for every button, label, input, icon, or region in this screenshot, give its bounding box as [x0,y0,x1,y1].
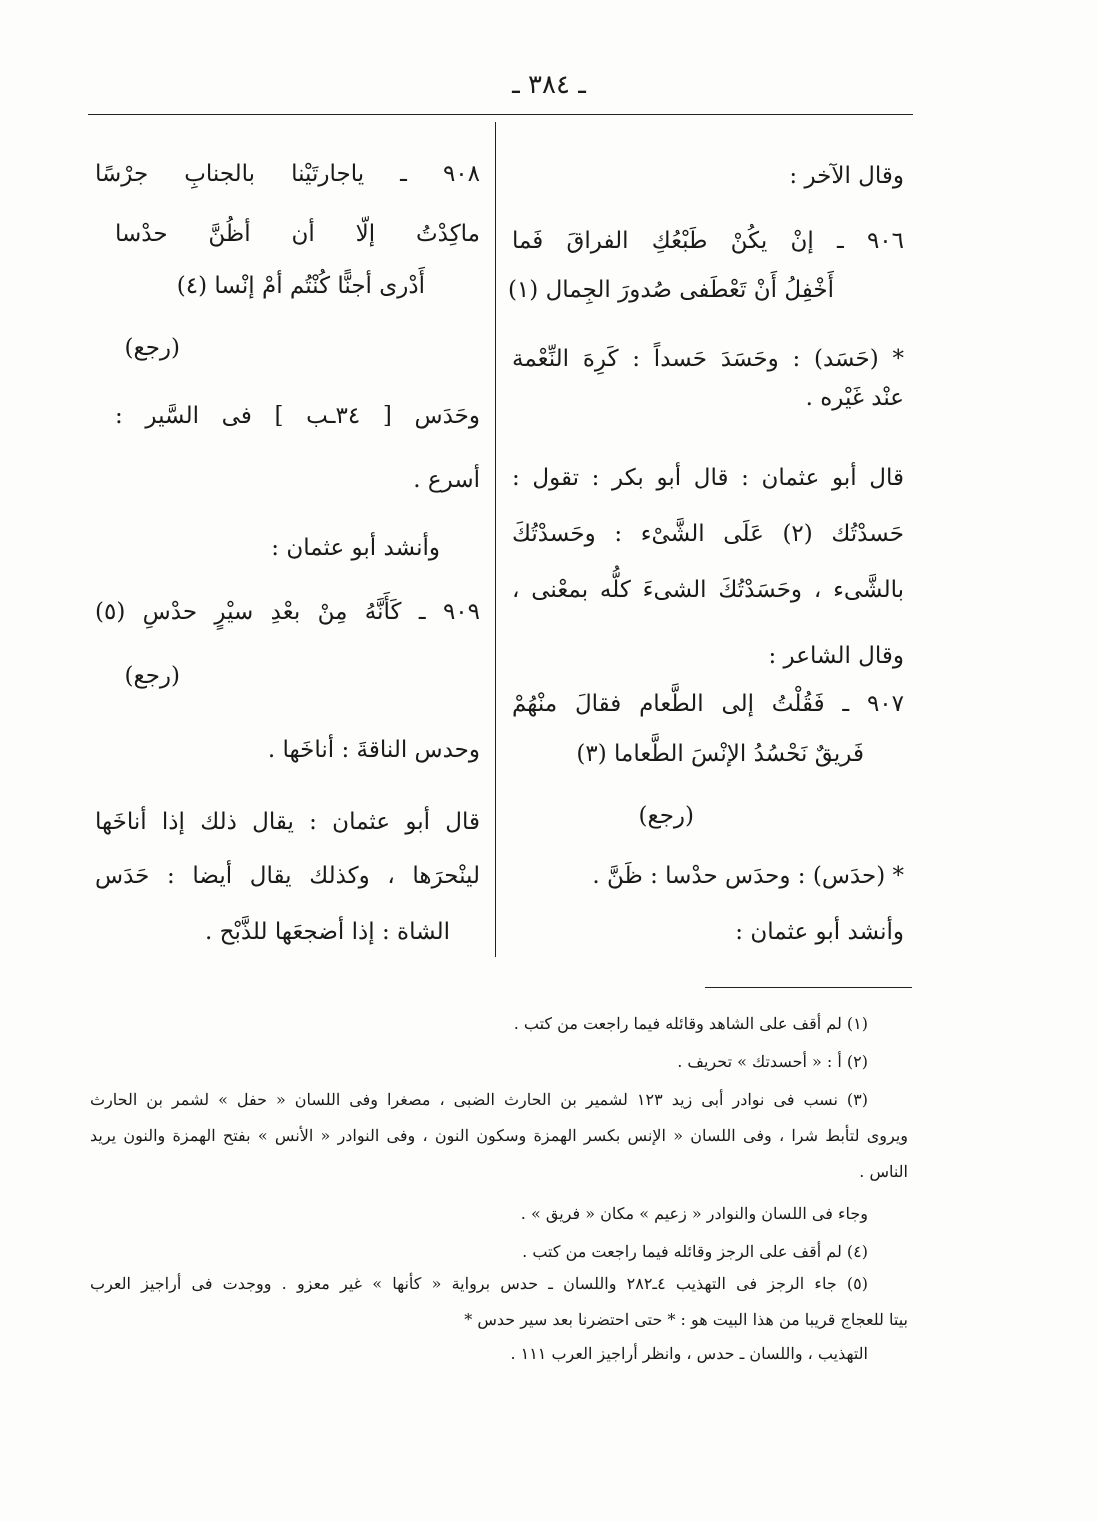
column-divider [495,122,496,957]
text-line: وأنشد أبو عثمان : [735,919,904,945]
header-rule [88,114,913,115]
text-line: وأنشد أبو عثمان : [271,535,440,561]
verse-line: أَخْفِلُ أَنْ تَعْطَفى صُدورَ الجِمال (١) [507,277,834,303]
text-line: الشاة : إذا أضجعَها للذَّبْح . [204,919,450,945]
text-line: قال أبو عثمان : يقال ذلك إذا أناخَها [95,809,480,835]
verse-line: ٩٠٦ ـ إنْ يكُنْ طَبْعُكِ الفراقَ فَما [512,228,904,254]
footnote: وجاء فى اللسان والنوادر « زعيم » مكان « فريق » . [520,1204,868,1223]
text-line: قال أبو عثمان : قال أبو بكر : تقول : [512,465,904,491]
footnote: (٢) أ : « أحسدتك » تحريف . [677,1052,868,1071]
verse-line: ٩٠٧ ـ فَقُلْتُ إلى الطَّعام فقالَ منْهُمْ [512,691,904,717]
verse-line: فَريقٌ نَحْسُدُ الإنْسَ الطَّعاما (٣) [576,741,864,767]
verse-line: أَدْرى أجنًّا كُنْتُم أمْ إنْسا (٤) [176,273,425,299]
text-line: عنْد غَيْره . [805,385,904,411]
footnote: (٣) نسب فى نوادر أبى زيد ١٢٣ لشمير بن الحارث الضبى ، مصغرا وفى اللسان « حفل » لشمر بن الحارث [90,1090,868,1109]
verse-line: ٩٠٨ ـ ياجارتَيْنا بالجنابِ جرْسًا [95,161,480,187]
footnote: التهذيب ، واللسان ـ حدس ، وانظر أراجيز العرب ١١١ . [510,1344,868,1363]
footnote: بيتا للعجاج قريبا من هذا البيت هو : * حتى احتضرنا بعد سير حدس * [464,1310,908,1329]
text-line: أسرع . [413,467,480,493]
footnote: (٥) جاء الرجز فى التهذيب ٤ـ٢٨٢ واللسان ـ حدس برواية « كأنها » غير معزو . ووجدت فى أراجيز العرب [90,1274,868,1293]
footnote: (٤) لم أقف على الرجز وقائله فيما راجعت من كتب . [522,1242,868,1261]
return-marker: (رجع) [124,663,180,689]
verse-line: ماكِدْتُ إلّا أن أظُنَّ حدْسا [115,221,480,247]
text-line: وحَدَس [ ٣٤ـب ] فى السَّير : [115,403,480,429]
text-line: وقال الشاعر : [768,643,904,669]
text-line: بالشَّىء ، وحَسَدْتُكَ الشىءَ كلُّه بمعْنى ، [512,577,904,603]
entry-heading: * (حدَس) : وحدَس حدْسا : ظَنَّ . [592,863,904,889]
entry-heading: * (حَسَد) : وحَسَدَ حَسداً : كَرِهَ النِّعْمة [512,346,904,372]
verse-line: ٩٠٩ ـ كَأَنَّهُ مِنْ بعْدِ سيْرٍ حدْسِ (٥) [95,599,480,625]
footnote: الناس . [859,1162,908,1181]
return-marker: (رجع) [638,803,694,829]
text-line: وقال الآخر : [789,163,904,189]
footnote: (١) لم أقف على الشاهد وقائله فيما راجعت من كتب . [513,1014,868,1033]
page-number: ـ ٣٨٤ ـ [512,70,586,100]
text-line: حَسدْتُك (٢) عَلَى الشَّىْء : وحَسدْتُكَ [512,521,904,547]
return-marker: (رجع) [124,335,180,361]
text-line: لينْحرَها ، وكذلك يقال أيضا : حَدَس [95,863,480,889]
text-line: وحدس الناقةَ : أناخَها . [267,737,480,763]
footnote: ويروى لتأبط شرا ، وفى اللسان « الإنس بكسر الهمزة وسكون النون ، وفى النوادر « الأنس » بفتح الهمزة والنون يريد [90,1126,908,1145]
footnote-rule [705,987,912,988]
